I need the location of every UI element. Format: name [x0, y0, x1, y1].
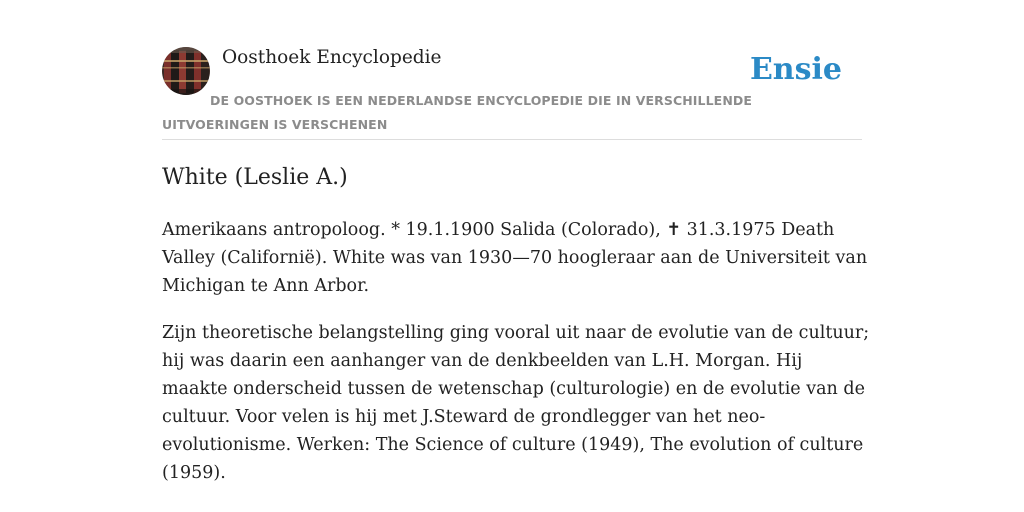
book-spines-icon: [162, 47, 210, 95]
header-divider: [162, 139, 862, 140]
page-title: White (Leslie A.): [162, 165, 348, 190]
article-paragraph: Zijn theoretische belangstelling ging vooral uit naar de evolutie van de cultuur; hij was daarin een aanhanger van de denkbeelden van L.H. Morgan. Hij maakte onderscheid tussen de wetenschap (culturologie) en de evolutie van de cultuur. Voor velen is hij met J.Steward de grondlegger van het neo-evolutionisme. Werken: The Science of culture (1949), The evolution of culture (1959).: [162, 323, 870, 483]
brand-logo[interactable]: Ensie: [749, 52, 842, 87]
article-body: [162, 216, 872, 506]
source-description: DE OOSTHOEK IS EEN NEDERLANDSE ENCYCLOPEDIE DIE IN VERSCHILLENDE UITVOERINGEN IS VERSCHENEN: [162, 93, 752, 132]
article-paragraph: Amerikaans antropoloog. * 19.1.1900 Salida (Colorado), ✝ 31.3.1975 Death Valley (Californië). White was van 1930—70 hoogleraar aan de Universiteit van Michigan te Ann Arbor.: [162, 220, 868, 296]
source-name[interactable]: Oosthoek Encyclopedie: [222, 47, 442, 68]
source-avatar[interactable]: [162, 47, 210, 95]
